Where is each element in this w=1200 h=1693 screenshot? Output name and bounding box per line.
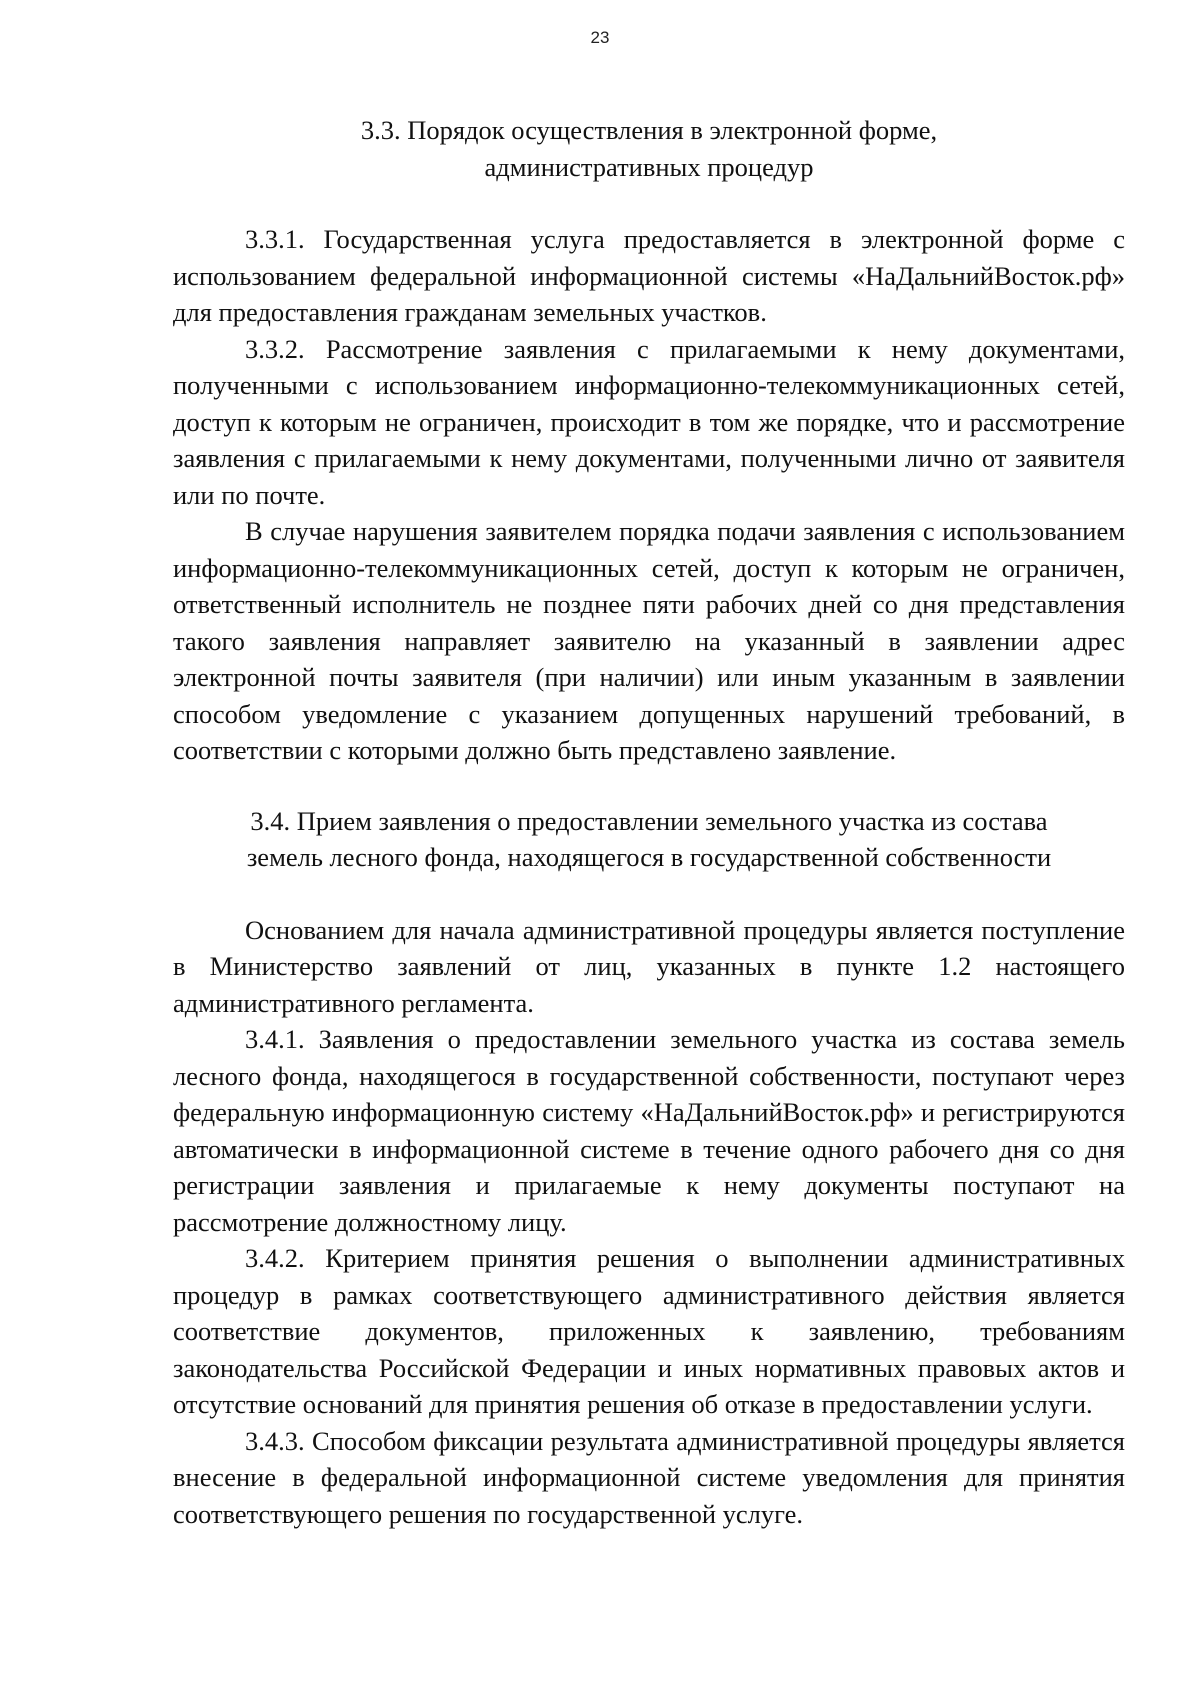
paragraph-basis: Основанием для начала административной процедуры является поступление в Министерство заявлений от лиц, указанных в пункте 1.2 настоящего административного регламента. <box>173 914 1125 1018</box>
page-number: 23 <box>590 28 610 47</box>
paragraph-3-3-2: 3.3.2. Рассмотрение заявления с прилагаемыми к нему документами, полученными с использованием информационно-телекоммуникационных сетей, доступ к которым не ограничен, происходит в том же порядке, что и рассмотрение заявления с прилагаемыми к нему документами, полученными лично от заявителя или по почте. <box>173 333 1125 510</box>
paragraph-violation-notice: В случае нарушения заявителем порядка подачи заявления с использованием информационно-телекоммуникационных сетей, доступ к которым не ограничен, ответственный исполнитель не позднее пяти рабочих дней со дня представления такого заявления направляет заявителю на указанный в заявлении адрес электронной почты заявителя (при наличии) или иным указанным в заявлении способом уведомление с указанием допущенных нарушений требований, в соответствии с которыми должно быть представлено заявление. <box>173 516 1125 765</box>
section-3-4-heading <box>173 803 1125 876</box>
paragraph-3-4-2: 3.4.2. Критерием принятия решения о выполнении административных процедур в рамках соответствующего административного действия является соответствие документов, приложенных к заявлению, требованиям законодательства Российской Федерации и иных нормативных правовых актов и отсутствие оснований для принятия решения об отказе в предоставлении услуги. <box>173 1243 1125 1419</box>
document-body <box>173 112 1125 1532</box>
heading-line: 3.3. Порядок осуществления в электронной форме, <box>360 115 938 145</box>
paragraph-3-3-1: 3.3.1. Государственная услуга предоставляется в электронной форме с использованием федеральной информационной системы «НаДальнийВосток.рф» для предоставления гражданам земельных участков. <box>173 224 1125 327</box>
heading-line: 3.4. Прием заявления о предоставлении земельного участка из состава <box>250 805 1048 836</box>
section-3-3-heading <box>173 112 1125 185</box>
heading-line: административных процедур <box>484 151 814 182</box>
paragraph-3-4-1: 3.4.1. Заявления о предоставлении земельного участка из состава земель лесного фонда, находящегося в государственной собственности, поступают через федеральную информационную систему «НаДальнийВосток.рф» и регистрируются автоматически в информационной системе в течение одного рабочего дня со дня регистрации заявления и прилагаемые к нему документы поступают на рассмотрение должностному лицу. <box>173 1024 1125 1237</box>
heading-line: земель лесного фонда, находящегося в государственной собственности <box>246 842 1052 872</box>
paragraph-3-4-3: 3.4.3. Способом фиксации результата административной процедуры является внесение в федеральной информационной системе уведомления для принятия соответствующего решения по государственной услуге. <box>173 1425 1125 1529</box>
